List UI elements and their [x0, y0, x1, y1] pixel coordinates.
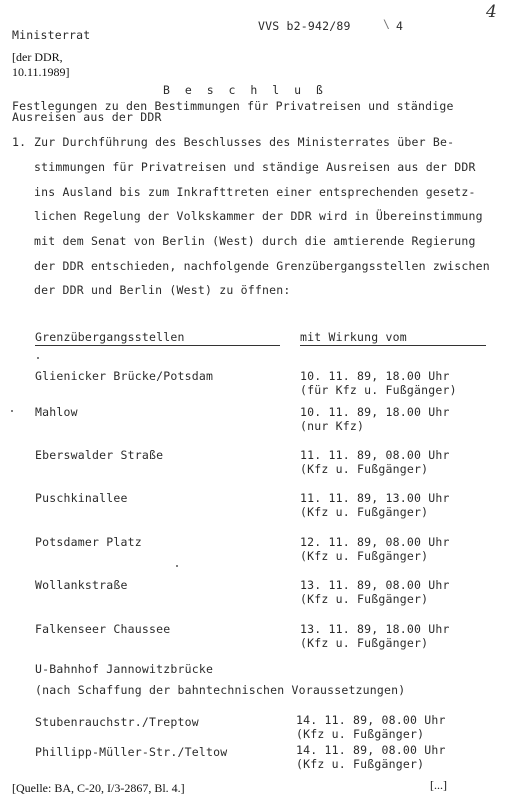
table-row-date [300, 578, 450, 606]
paragraph-line: Zur Durchführung des Beschlusses des Ministerrates über Be- [34, 135, 455, 149]
date-line: 14. 11. 89, 08.00 Uhr [296, 713, 446, 727]
note-line: (für Kfz u. Fußgänger) [300, 383, 457, 397]
subtitle-line-2: Ausreisen aus der DDR [12, 110, 162, 124]
note-line: (Kfz u. Fußgänger) [300, 549, 429, 563]
note-line: (Kfz u. Fußgänger) [300, 636, 429, 650]
scan-mark [11, 410, 13, 412]
table-row-name: Mahlow [35, 405, 78, 419]
table-row-date [300, 405, 450, 433]
subtitle-line-1: Festlegungen zu den Bestimmungen für Privatreisen und ständige [12, 99, 454, 113]
table-row-name: Phillipp-Müller-Str./Teltow [35, 745, 228, 759]
vvs-number: VVS b2-942/89 [258, 19, 351, 33]
note-line: (Kfz u. Fußgänger) [296, 757, 425, 771]
ubahn-condition: (nach Schaffung der bahntechnischen Voraussetzungen) [35, 683, 406, 697]
table-row-date [300, 535, 450, 563]
table-row-date [296, 713, 446, 741]
paragraph-line: der DDR entschieden, nachfolgende Grenzübergangsstellen zwischen [34, 259, 490, 273]
note-line: (Kfz u. Fußgänger) [300, 592, 429, 606]
table-row-date [300, 491, 450, 519]
table-row-name: Puschkinallee [35, 491, 128, 505]
paragraph-line: mit dem Senat von Berlin (West) durch die amtierende Regierung [34, 234, 476, 248]
scan-mark [37, 357, 39, 359]
handwritten-page-number: 4 [486, 2, 497, 22]
date-line: 11. 11. 89, 08.00 Uhr [300, 448, 450, 462]
date-line: 11. 11. 89, 13.00 Uhr [300, 491, 450, 505]
ministerrat-label: Ministerrat [12, 28, 91, 42]
table-header-crossing-points: Grenzübergangsstellen [35, 330, 280, 346]
date-line: 14. 11. 89, 08.00 Uhr [296, 743, 446, 757]
paragraph-line: der DDR und Berlin (West) zu öffnen: [34, 283, 291, 297]
note-line: (Kfz u. Fußgänger) [300, 462, 429, 476]
paragraph-line: ins Ausland bis zum Inkrafttreten einer entsprechenden gesetz- [34, 185, 476, 199]
continuation-mark: [...] [430, 778, 447, 792]
date-line: 10. 11. 89, 18.00 Uhr [300, 369, 450, 383]
date-line: 13. 11. 89, 18.00 Uhr [300, 622, 450, 636]
table-row-date [300, 448, 450, 476]
ubahn-station: U-Bahnhof Jannowitzbrücke [35, 662, 214, 676]
date-line: 13. 11. 89, 08.00 Uhr [300, 578, 450, 592]
paragraph-line: stimmungen für Privatreisen und ständige Ausreisen aus der DDR [34, 160, 476, 174]
annotation-line-1: [der DDR, [12, 50, 63, 64]
scan-mark [176, 565, 178, 567]
table-row-name: Eberswalder Straße [35, 448, 164, 462]
table-row-name: Potsdamer Platz [35, 535, 142, 549]
date-line: 12. 11. 89, 08.00 Uhr [300, 535, 450, 549]
table-row-name: Wollankstraße [35, 578, 128, 592]
table-header-effective-from: mit Wirkung vom [300, 330, 486, 346]
table-row-date [300, 622, 450, 650]
table-row-name: Falkenseer Chaussee [35, 622, 171, 636]
note-line: (Kfz u. Fußgänger) [300, 505, 429, 519]
note-line: (nur Kfz) [300, 419, 365, 433]
header-separator-mark: \ [383, 17, 391, 31]
paragraph-line: lichen Regelung der Volkskammer der DDR wird in Übereinstimmung [34, 209, 483, 223]
table-row-name: Stubenrauchstr./Treptow [35, 715, 199, 729]
source-citation: [Quelle: BA, C-20, I/3-2867, Bl. 4.] [12, 781, 185, 795]
table-row-date [296, 743, 446, 771]
document-title: B e s c h l u ß [163, 83, 327, 97]
table-row-name: Glienicker Brücke/Potsdam [35, 369, 214, 383]
page-number: 4 [396, 19, 404, 33]
annotation-line-2: 10.11.1989] [12, 65, 70, 79]
table-row-date [300, 369, 457, 397]
note-line: (Kfz u. Fußgänger) [296, 727, 425, 741]
paragraph-number: 1. [12, 135, 27, 149]
date-line: 10. 11. 89, 18.00 Uhr [300, 405, 450, 419]
